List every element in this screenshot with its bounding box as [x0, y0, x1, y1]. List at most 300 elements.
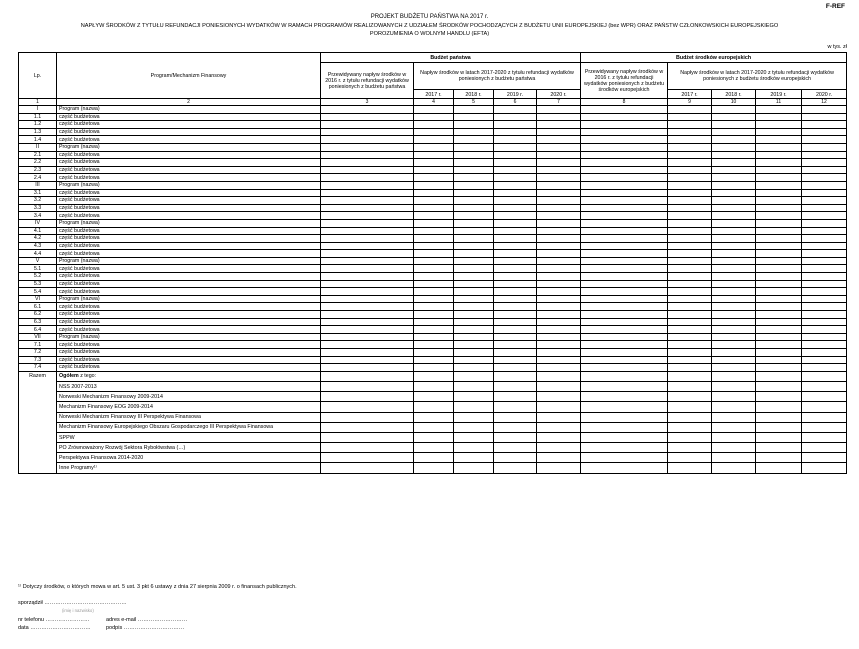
value-cell[interactable] [537, 128, 581, 136]
value-cell[interactable] [668, 356, 712, 364]
value-cell[interactable] [321, 189, 414, 197]
value-cell[interactable] [414, 174, 454, 182]
value-cell[interactable] [756, 349, 802, 357]
value-cell[interactable] [668, 453, 712, 463]
value-cell[interactable] [581, 197, 668, 205]
value-cell[interactable] [581, 174, 668, 182]
value-cell[interactable] [712, 333, 756, 341]
value-cell[interactable] [414, 422, 454, 432]
value-cell[interactable] [712, 273, 756, 281]
value-cell[interactable] [454, 235, 494, 243]
value-cell[interactable] [537, 371, 581, 381]
value-cell[interactable] [668, 151, 712, 159]
value-cell[interactable] [537, 250, 581, 258]
value-cell[interactable] [454, 303, 494, 311]
value-cell[interactable] [712, 371, 756, 381]
value-cell[interactable] [494, 371, 537, 381]
value-cell[interactable] [668, 143, 712, 151]
value-cell[interactable] [494, 381, 537, 391]
value-cell[interactable] [581, 136, 668, 144]
value-cell[interactable] [537, 143, 581, 151]
value-cell[interactable] [756, 341, 802, 349]
value-cell[interactable] [321, 311, 414, 319]
value-cell[interactable] [581, 295, 668, 303]
value-cell[interactable] [321, 326, 414, 334]
value-cell[interactable] [712, 159, 756, 167]
value-cell[interactable] [756, 257, 802, 265]
value-cell[interactable] [454, 197, 494, 205]
value-cell[interactable] [712, 412, 756, 422]
value-cell[interactable] [668, 181, 712, 189]
value-cell[interactable] [802, 181, 847, 189]
value-cell[interactable] [454, 106, 494, 114]
value-cell[interactable] [537, 392, 581, 402]
value-cell[interactable] [494, 356, 537, 364]
value-cell[interactable] [321, 402, 414, 412]
value-cell[interactable] [756, 371, 802, 381]
value-cell[interactable] [414, 166, 454, 174]
value-cell[interactable] [414, 181, 454, 189]
value-cell[interactable] [712, 349, 756, 357]
value-cell[interactable] [756, 422, 802, 432]
value-cell[interactable] [581, 181, 668, 189]
value-cell[interactable] [581, 219, 668, 227]
value-cell[interactable] [414, 242, 454, 250]
value-cell[interactable] [414, 136, 454, 144]
value-cell[interactable] [712, 295, 756, 303]
value-cell[interactable] [581, 432, 668, 442]
value-cell[interactable] [581, 326, 668, 334]
value-cell[interactable] [454, 356, 494, 364]
value-cell[interactable] [712, 280, 756, 288]
value-cell[interactable] [537, 311, 581, 319]
value-cell[interactable] [454, 204, 494, 212]
value-cell[interactable] [712, 463, 756, 473]
value-cell[interactable] [537, 273, 581, 281]
value-cell[interactable] [321, 280, 414, 288]
value-cell[interactable] [414, 341, 454, 349]
value-cell[interactable] [668, 326, 712, 334]
value-cell[interactable] [712, 392, 756, 402]
value-cell[interactable] [454, 265, 494, 273]
value-cell[interactable] [756, 250, 802, 258]
value-cell[interactable] [668, 159, 712, 167]
value-cell[interactable] [802, 341, 847, 349]
value-cell[interactable] [321, 288, 414, 296]
value-cell[interactable] [494, 341, 537, 349]
value-cell[interactable] [454, 392, 494, 402]
value-cell[interactable] [454, 349, 494, 357]
value-cell[interactable] [668, 273, 712, 281]
value-cell[interactable] [756, 311, 802, 319]
value-cell[interactable] [712, 381, 756, 391]
value-cell[interactable] [581, 412, 668, 422]
value-cell[interactable] [321, 412, 414, 422]
value-cell[interactable] [494, 311, 537, 319]
value-cell[interactable] [454, 242, 494, 250]
value-cell[interactable] [537, 412, 581, 422]
value-cell[interactable] [537, 381, 581, 391]
value-cell[interactable] [494, 326, 537, 334]
value-cell[interactable] [668, 392, 712, 402]
value-cell[interactable] [756, 121, 802, 129]
value-cell[interactable] [668, 341, 712, 349]
value-cell[interactable] [802, 288, 847, 296]
value-cell[interactable] [414, 227, 454, 235]
value-cell[interactable] [494, 197, 537, 205]
value-cell[interactable] [537, 318, 581, 326]
value-cell[interactable] [494, 189, 537, 197]
value-cell[interactable] [712, 143, 756, 151]
value-cell[interactable] [454, 333, 494, 341]
value-cell[interactable] [712, 318, 756, 326]
value-cell[interactable] [454, 318, 494, 326]
value-cell[interactable] [802, 151, 847, 159]
value-cell[interactable] [668, 303, 712, 311]
value-cell[interactable] [756, 113, 802, 121]
value-cell[interactable] [712, 121, 756, 129]
value-cell[interactable] [712, 166, 756, 174]
value-cell[interactable] [756, 443, 802, 453]
value-cell[interactable] [712, 197, 756, 205]
value-cell[interactable] [537, 189, 581, 197]
value-cell[interactable] [494, 136, 537, 144]
value-cell[interactable] [802, 136, 847, 144]
value-cell[interactable] [414, 143, 454, 151]
value-cell[interactable] [494, 242, 537, 250]
value-cell[interactable] [668, 250, 712, 258]
value-cell[interactable] [454, 402, 494, 412]
value-cell[interactable] [802, 174, 847, 182]
value-cell[interactable] [668, 288, 712, 296]
value-cell[interactable] [537, 341, 581, 349]
value-cell[interactable] [802, 326, 847, 334]
value-cell[interactable] [712, 402, 756, 412]
value-cell[interactable] [414, 257, 454, 265]
value-cell[interactable] [537, 402, 581, 412]
value-cell[interactable] [756, 136, 802, 144]
value-cell[interactable] [756, 174, 802, 182]
value-cell[interactable] [537, 257, 581, 265]
value-cell[interactable] [321, 364, 414, 372]
value-cell[interactable] [454, 159, 494, 167]
value-cell[interactable] [668, 212, 712, 220]
value-cell[interactable] [756, 273, 802, 281]
value-cell[interactable] [454, 174, 494, 182]
value-cell[interactable] [802, 219, 847, 227]
value-cell[interactable] [581, 364, 668, 372]
value-cell[interactable] [414, 250, 454, 258]
value-cell[interactable] [802, 412, 847, 422]
value-cell[interactable] [802, 212, 847, 220]
value-cell[interactable] [494, 121, 537, 129]
value-cell[interactable] [581, 341, 668, 349]
value-cell[interactable] [712, 136, 756, 144]
value-cell[interactable] [756, 265, 802, 273]
value-cell[interactable] [802, 197, 847, 205]
value-cell[interactable] [581, 143, 668, 151]
value-cell[interactable] [712, 227, 756, 235]
value-cell[interactable] [321, 197, 414, 205]
value-cell[interactable] [454, 212, 494, 220]
value-cell[interactable] [537, 453, 581, 463]
value-cell[interactable] [321, 174, 414, 182]
value-cell[interactable] [581, 273, 668, 281]
value-cell[interactable] [321, 106, 414, 114]
value-cell[interactable] [494, 273, 537, 281]
value-cell[interactable] [537, 212, 581, 220]
value-cell[interactable] [668, 463, 712, 473]
value-cell[interactable] [668, 113, 712, 121]
value-cell[interactable] [414, 356, 454, 364]
value-cell[interactable] [581, 371, 668, 381]
value-cell[interactable] [581, 212, 668, 220]
value-cell[interactable] [537, 121, 581, 129]
value-cell[interactable] [802, 257, 847, 265]
value-cell[interactable] [494, 364, 537, 372]
value-cell[interactable] [802, 128, 847, 136]
value-cell[interactable] [802, 166, 847, 174]
value-cell[interactable] [414, 381, 454, 391]
value-cell[interactable] [454, 412, 494, 422]
value-cell[interactable] [454, 166, 494, 174]
value-cell[interactable] [321, 392, 414, 402]
value-cell[interactable] [756, 235, 802, 243]
value-cell[interactable] [668, 432, 712, 442]
value-cell[interactable] [494, 235, 537, 243]
value-cell[interactable] [537, 174, 581, 182]
value-cell[interactable] [454, 341, 494, 349]
value-cell[interactable] [802, 402, 847, 412]
value-cell[interactable] [321, 273, 414, 281]
value-cell[interactable] [494, 166, 537, 174]
value-cell[interactable] [321, 235, 414, 243]
value-cell[interactable] [454, 250, 494, 258]
value-cell[interactable] [414, 197, 454, 205]
value-cell[interactable] [494, 392, 537, 402]
value-cell[interactable] [537, 219, 581, 227]
value-cell[interactable] [537, 422, 581, 432]
value-cell[interactable] [454, 143, 494, 151]
value-cell[interactable] [712, 364, 756, 372]
value-cell[interactable] [581, 242, 668, 250]
value-cell[interactable] [802, 113, 847, 121]
value-cell[interactable] [581, 381, 668, 391]
value-cell[interactable] [414, 453, 454, 463]
value-cell[interactable] [802, 303, 847, 311]
value-cell[interactable] [537, 166, 581, 174]
value-cell[interactable] [712, 288, 756, 296]
value-cell[interactable] [494, 432, 537, 442]
value-cell[interactable] [537, 204, 581, 212]
value-cell[interactable] [537, 432, 581, 442]
value-cell[interactable] [581, 303, 668, 311]
value-cell[interactable] [581, 392, 668, 402]
value-cell[interactable] [802, 349, 847, 357]
value-cell[interactable] [712, 326, 756, 334]
value-cell[interactable] [321, 143, 414, 151]
value-cell[interactable] [454, 113, 494, 121]
value-cell[interactable] [494, 106, 537, 114]
value-cell[interactable] [802, 432, 847, 442]
value-cell[interactable] [756, 333, 802, 341]
value-cell[interactable] [802, 356, 847, 364]
value-cell[interactable] [537, 181, 581, 189]
value-cell[interactable] [712, 341, 756, 349]
value-cell[interactable] [712, 257, 756, 265]
value-cell[interactable] [321, 212, 414, 220]
value-cell[interactable] [494, 318, 537, 326]
value-cell[interactable] [537, 159, 581, 167]
value-cell[interactable] [321, 257, 414, 265]
value-cell[interactable] [321, 121, 414, 129]
value-cell[interactable] [321, 136, 414, 144]
value-cell[interactable] [321, 204, 414, 212]
value-cell[interactable] [537, 197, 581, 205]
value-cell[interactable] [581, 453, 668, 463]
value-cell[interactable] [581, 189, 668, 197]
value-cell[interactable] [537, 364, 581, 372]
value-cell[interactable] [454, 381, 494, 391]
value-cell[interactable] [668, 381, 712, 391]
value-cell[interactable] [494, 128, 537, 136]
value-cell[interactable] [581, 402, 668, 412]
value-cell[interactable] [668, 318, 712, 326]
value-cell[interactable] [802, 443, 847, 453]
value-cell[interactable] [756, 159, 802, 167]
value-cell[interactable] [581, 463, 668, 473]
value-cell[interactable] [756, 288, 802, 296]
value-cell[interactable] [581, 159, 668, 167]
value-cell[interactable] [494, 463, 537, 473]
value-cell[interactable] [494, 113, 537, 121]
value-cell[interactable] [537, 280, 581, 288]
value-cell[interactable] [454, 326, 494, 334]
value-cell[interactable] [494, 159, 537, 167]
value-cell[interactable] [537, 265, 581, 273]
value-cell[interactable] [668, 128, 712, 136]
value-cell[interactable] [668, 412, 712, 422]
value-cell[interactable] [321, 349, 414, 357]
value-cell[interactable] [454, 364, 494, 372]
value-cell[interactable] [494, 143, 537, 151]
value-cell[interactable] [581, 333, 668, 341]
value-cell[interactable] [321, 113, 414, 121]
value-cell[interactable] [537, 288, 581, 296]
value-cell[interactable] [756, 381, 802, 391]
value-cell[interactable] [414, 212, 454, 220]
value-cell[interactable] [494, 219, 537, 227]
value-cell[interactable] [802, 159, 847, 167]
value-cell[interactable] [537, 303, 581, 311]
value-cell[interactable] [802, 422, 847, 432]
value-cell[interactable] [802, 250, 847, 258]
value-cell[interactable] [321, 242, 414, 250]
value-cell[interactable] [668, 174, 712, 182]
value-cell[interactable] [668, 333, 712, 341]
value-cell[interactable] [756, 356, 802, 364]
value-cell[interactable] [454, 189, 494, 197]
value-cell[interactable] [537, 235, 581, 243]
value-cell[interactable] [802, 463, 847, 473]
value-cell[interactable] [756, 181, 802, 189]
value-cell[interactable] [802, 227, 847, 235]
value-cell[interactable] [454, 151, 494, 159]
value-cell[interactable] [537, 333, 581, 341]
value-cell[interactable] [494, 212, 537, 220]
value-cell[interactable] [756, 151, 802, 159]
value-cell[interactable] [454, 219, 494, 227]
value-cell[interactable] [454, 136, 494, 144]
value-cell[interactable] [581, 318, 668, 326]
value-cell[interactable] [581, 250, 668, 258]
value-cell[interactable] [668, 349, 712, 357]
value-cell[interactable] [454, 453, 494, 463]
value-cell[interactable] [668, 311, 712, 319]
value-cell[interactable] [414, 402, 454, 412]
value-cell[interactable] [668, 295, 712, 303]
value-cell[interactable] [454, 295, 494, 303]
value-cell[interactable] [756, 242, 802, 250]
value-cell[interactable] [321, 371, 414, 381]
value-cell[interactable] [414, 106, 454, 114]
value-cell[interactable] [581, 113, 668, 121]
value-cell[interactable] [756, 412, 802, 422]
value-cell[interactable] [756, 189, 802, 197]
value-cell[interactable] [581, 166, 668, 174]
value-cell[interactable] [668, 189, 712, 197]
value-cell[interactable] [668, 235, 712, 243]
value-cell[interactable] [668, 242, 712, 250]
value-cell[interactable] [537, 349, 581, 357]
value-cell[interactable] [454, 181, 494, 189]
value-cell[interactable] [756, 453, 802, 463]
value-cell[interactable] [414, 280, 454, 288]
value-cell[interactable] [414, 128, 454, 136]
value-cell[interactable] [494, 204, 537, 212]
value-cell[interactable] [712, 356, 756, 364]
value-cell[interactable] [321, 181, 414, 189]
value-cell[interactable] [712, 151, 756, 159]
value-cell[interactable] [414, 349, 454, 357]
value-cell[interactable] [454, 422, 494, 432]
value-cell[interactable] [756, 392, 802, 402]
value-cell[interactable] [668, 136, 712, 144]
value-cell[interactable] [756, 227, 802, 235]
value-cell[interactable] [756, 303, 802, 311]
value-cell[interactable] [802, 295, 847, 303]
value-cell[interactable] [414, 121, 454, 129]
value-cell[interactable] [321, 295, 414, 303]
value-cell[interactable] [712, 453, 756, 463]
value-cell[interactable] [494, 443, 537, 453]
value-cell[interactable] [756, 204, 802, 212]
value-cell[interactable] [712, 128, 756, 136]
value-cell[interactable] [321, 432, 414, 442]
value-cell[interactable] [802, 235, 847, 243]
value-cell[interactable] [712, 204, 756, 212]
value-cell[interactable] [712, 432, 756, 442]
value-cell[interactable] [494, 303, 537, 311]
value-cell[interactable] [756, 106, 802, 114]
value-cell[interactable] [668, 197, 712, 205]
value-cell[interactable] [321, 463, 414, 473]
value-cell[interactable] [454, 257, 494, 265]
value-cell[interactable] [454, 121, 494, 129]
value-cell[interactable] [668, 443, 712, 453]
value-cell[interactable] [668, 166, 712, 174]
value-cell[interactable] [668, 402, 712, 412]
